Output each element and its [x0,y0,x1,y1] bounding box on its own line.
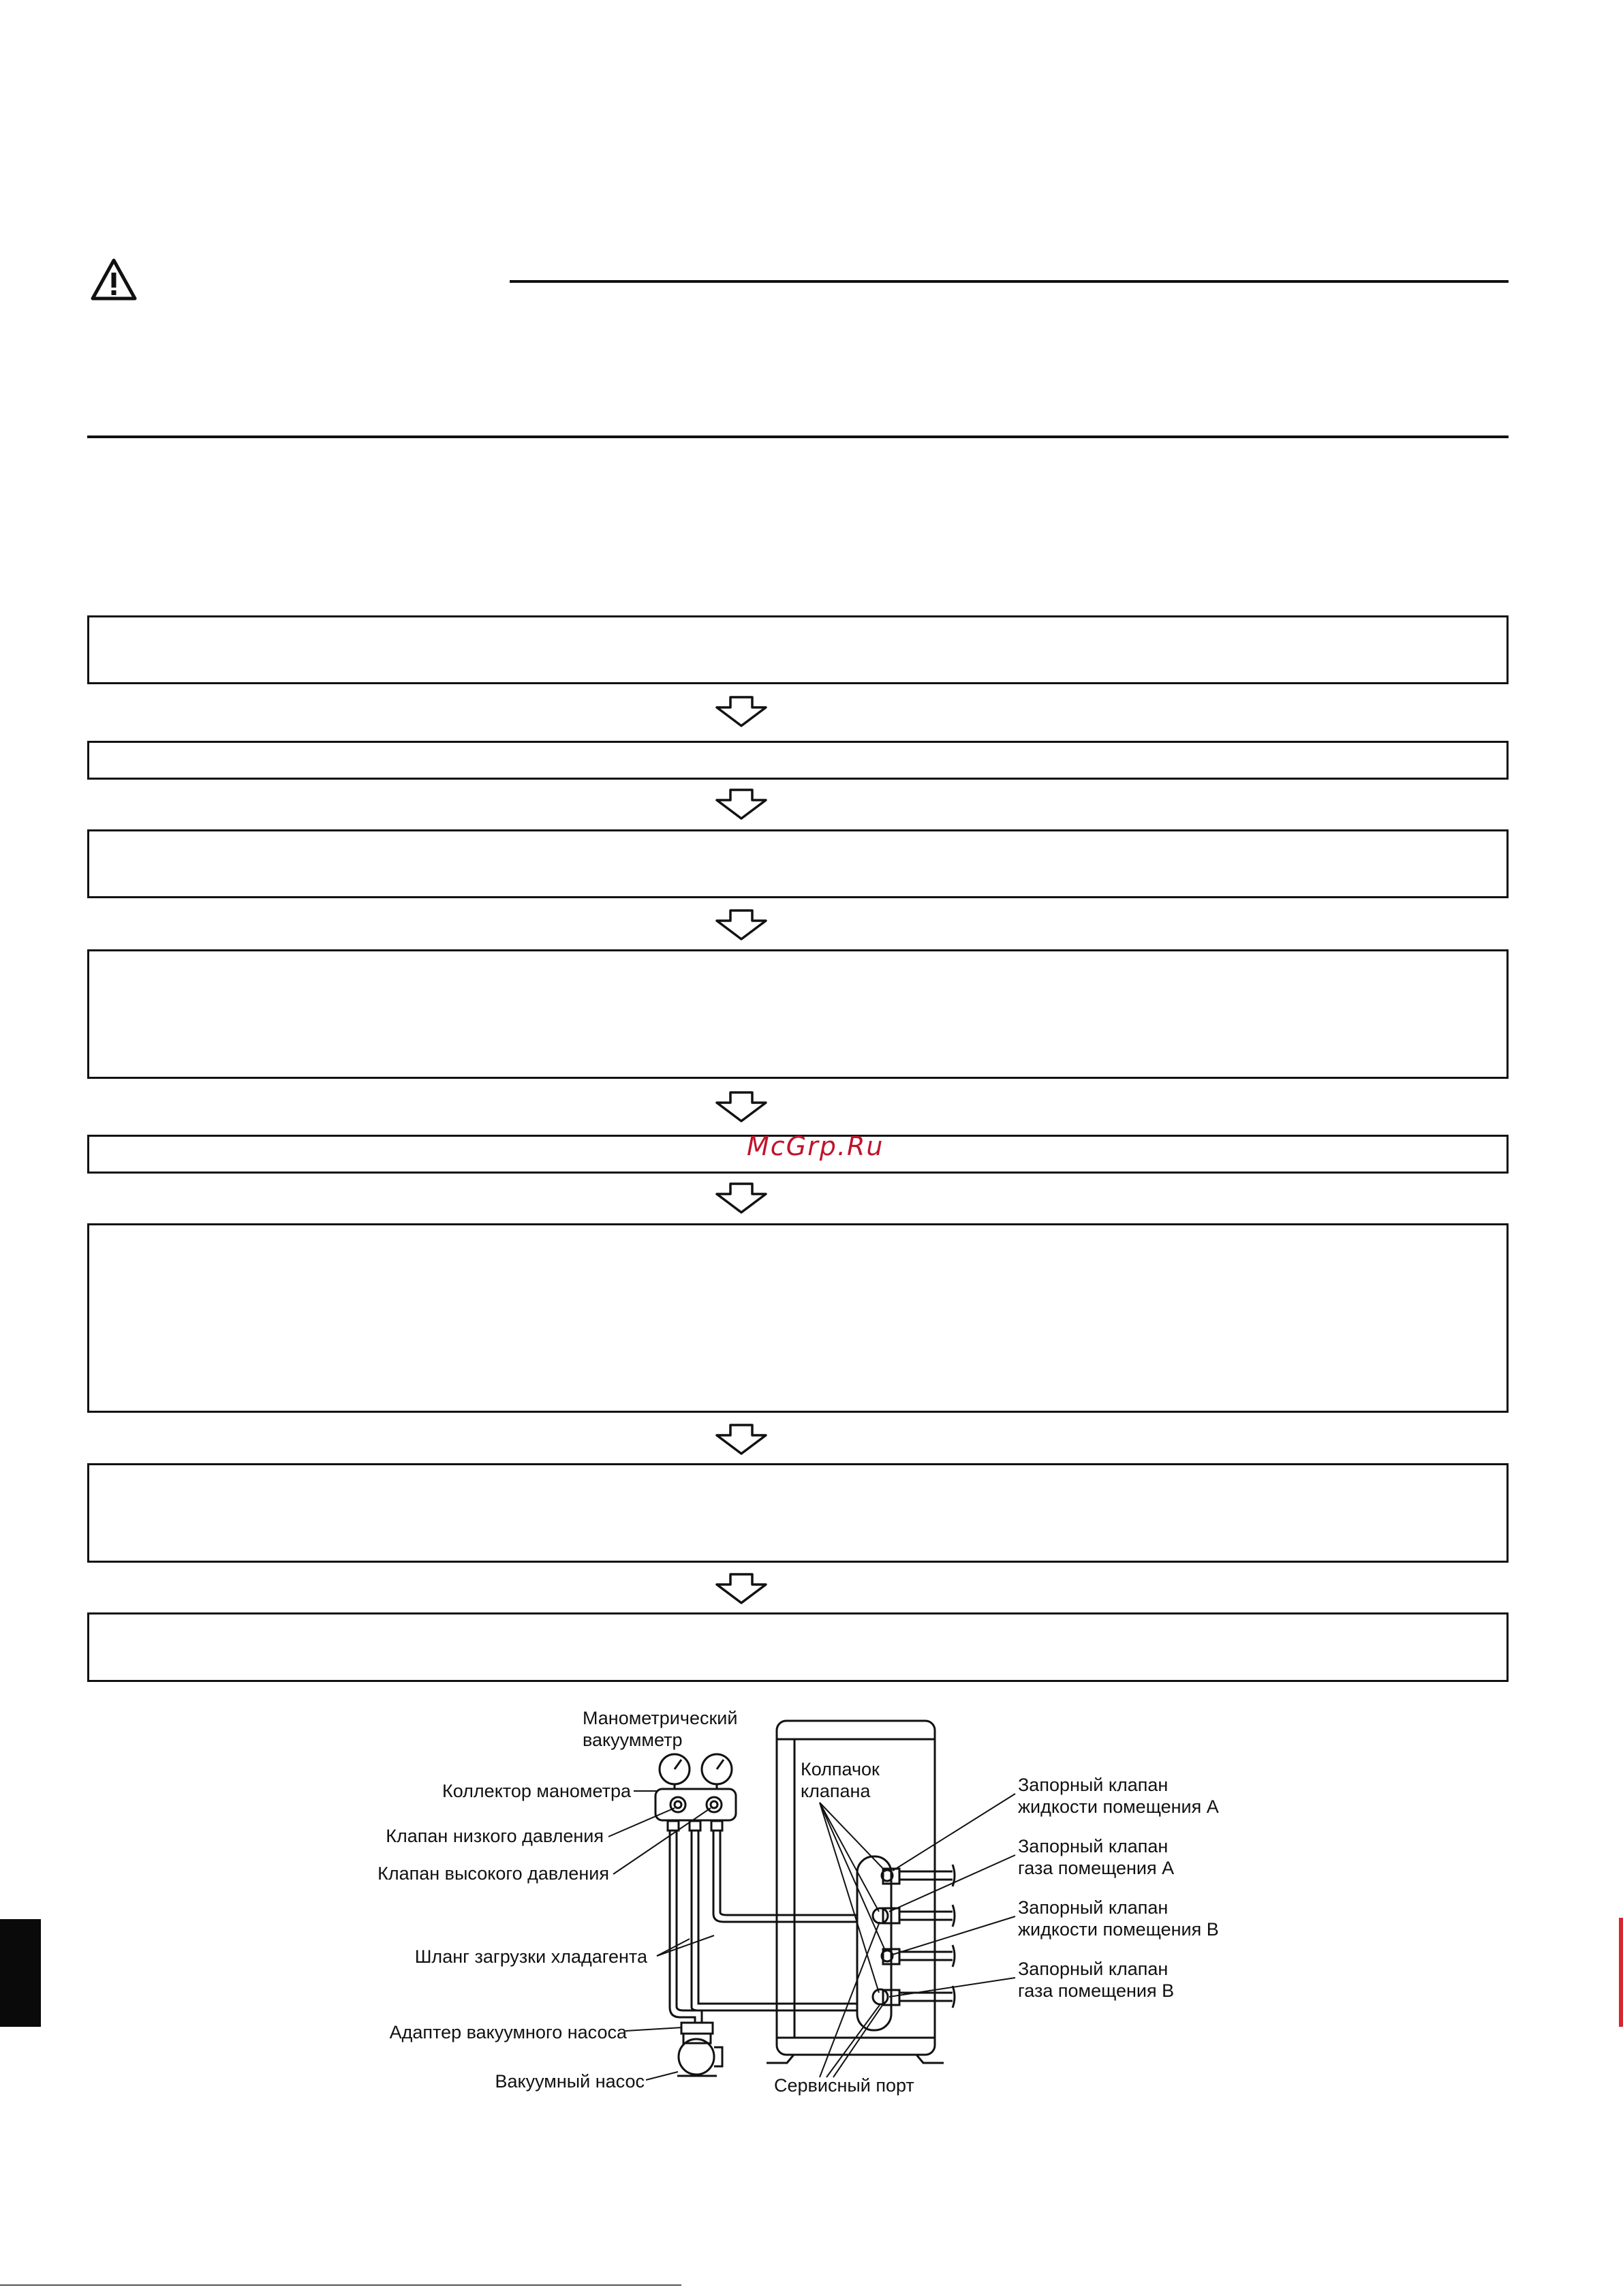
gauge-title-line2: вакуумметр [583,1730,683,1750]
gas-valve-a-line1: Запорный клапан [1018,1836,1169,1856]
flow-step-1 [87,615,1509,684]
flow-step-6 [87,1223,1509,1413]
gas-valve-a-label [1018,1835,1174,1879]
down-arrow-icon [714,1572,769,1605]
pump-adapter-label: Адаптер вакуумного насоса [389,2022,627,2042]
down-arrow-icon [714,695,769,728]
charge-hose-label: Шланг загрузки хладагента [414,1946,647,1967]
warning-icon [90,258,138,301]
liquid-valve-b-line2: жидкости помещения B [1018,1919,1219,1940]
liquid-valve-a-label [1018,1774,1219,1818]
valve-cap-label [801,1758,880,1802]
edge-marker [1619,1918,1623,2027]
gas-valve-a-line2: газа помещения A [1018,1858,1175,1878]
flow-step-7 [87,1463,1509,1563]
manifold-label: Коллектор манометра [442,1781,631,1801]
low-valve-label: Клапан низкого давления [386,1826,604,1846]
service-port-label: Сервисный порт [774,2075,914,2096]
down-arrow-icon [714,908,769,941]
gas-valve-b-line2: газа помещения B [1018,1980,1175,2001]
down-arrow-icon [714,788,769,821]
manifold-icon [655,1789,736,1820]
warning-header-rule [510,280,1509,283]
bottom-rule [0,2284,681,2286]
gas-valve-b-line1: Запорный клапан [1018,1959,1169,1979]
liquid-valve-b-label [1018,1897,1219,1940]
down-arrow-icon [714,1182,769,1214]
watermark: McGrp.Ru [747,1131,884,1161]
vacuum-diagram [0,1690,1623,2113]
section-divider [87,435,1509,438]
pump-label: Вакуумный насос [495,2071,645,2092]
flow-step-2 [87,741,1509,780]
down-arrow-icon [714,1423,769,1456]
flow-step-8 [87,1612,1509,1682]
liquid-valve-a-line1: Запорный клапан [1018,1775,1169,1795]
liquid-valve-b-line1: Запорный клапан [1018,1897,1169,1918]
gauge-title-label [583,1707,737,1751]
gauge-title-line1: Манометрический [583,1708,738,1728]
flow-step-3 [87,829,1509,898]
liquid-valve-a-line2: жидкости помещения A [1018,1796,1219,1817]
flow-step-4 [87,949,1509,1079]
gas-valve-b-label [1018,1958,1174,2002]
section-tab [0,1919,41,2027]
high-valve-label: Клапан высокого давления [377,1863,609,1884]
valve-cap-line2: клапана [801,1781,871,1801]
valve-cap-line1: Колпачок [801,1759,880,1779]
down-arrow-icon [714,1090,769,1123]
